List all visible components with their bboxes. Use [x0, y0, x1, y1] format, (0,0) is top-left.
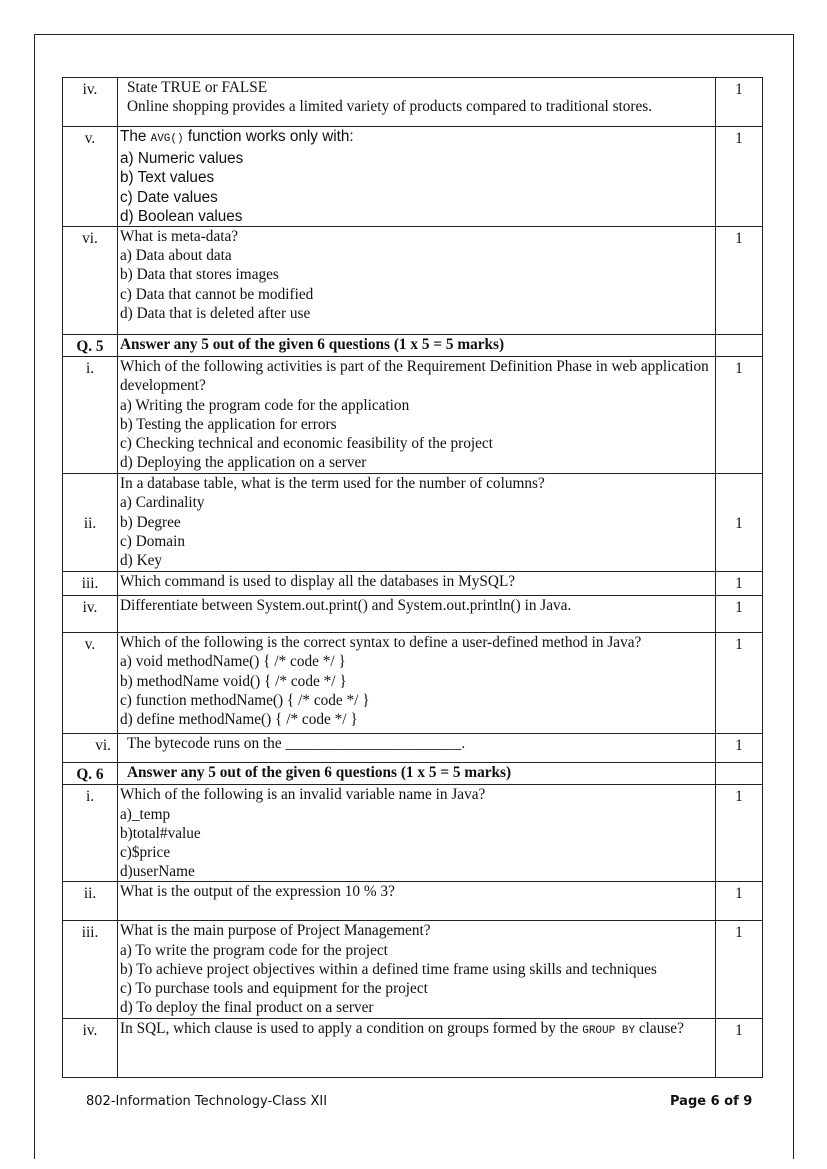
question-text	[118, 474, 716, 572]
table-row	[63, 596, 763, 633]
option: b) To achieve project objectives within a defined time frame using skills and techniques	[120, 960, 657, 978]
question-stem: What is meta-data?	[120, 228, 239, 246]
table-row	[63, 734, 763, 763]
question-number: iii.	[63, 921, 118, 1019]
question-table	[62, 77, 763, 1078]
option: c) function methodName() { /* code */ }	[120, 691, 370, 709]
marks: 1	[716, 78, 763, 127]
table-row	[63, 785, 763, 882]
question-text	[118, 785, 716, 882]
section-header-row	[63, 335, 763, 357]
option: d) To deploy the final product on a server	[120, 999, 374, 1017]
marks: 1	[716, 572, 763, 596]
option: a) Writing the program code for the application	[120, 396, 410, 414]
marks: 1	[716, 921, 763, 1019]
question-number: iv.	[63, 1019, 118, 1078]
option: c) Domain	[120, 532, 185, 550]
question-number: vi.	[63, 227, 118, 335]
option: d) Deploying the application on a server	[120, 454, 367, 472]
table-row	[63, 357, 763, 474]
question-number: i.	[63, 357, 118, 474]
question-text	[118, 78, 716, 127]
option: b) Degree	[120, 513, 181, 531]
table-row	[63, 572, 763, 596]
option: c) Checking technical and economic feasibility of the project	[120, 435, 493, 453]
question-text	[118, 633, 716, 734]
option: c)$price	[120, 844, 171, 862]
option: d) Data that is deleted after use	[120, 304, 311, 322]
option: c) Data that cannot be modified	[120, 285, 314, 303]
option: d) Key	[120, 552, 163, 570]
question-number: ii.	[63, 474, 118, 572]
marks-empty	[716, 763, 763, 785]
option: d) Boolean values	[120, 207, 243, 225]
question-stem: In a database table, what is the term used for the number of columns?	[120, 475, 545, 493]
question-number: iii.	[63, 572, 118, 596]
option: a)_temp	[120, 805, 171, 823]
option: a) void methodName() { /* code */ }	[120, 653, 346, 671]
question-number: vi.	[63, 734, 118, 763]
option: b) Testing the application for errors	[120, 415, 337, 433]
question-text	[118, 227, 716, 335]
footer-page-number: Page 6 of 9	[670, 1094, 753, 1109]
question-text: Differentiate between System.out.print() and System.out.println() in Java.	[118, 596, 716, 633]
option: a) Numeric values	[120, 150, 244, 168]
table-row	[63, 227, 763, 335]
section-instruction: Answer any 5 out of the given 6 questions (1 x 5 = 5 marks)	[118, 763, 716, 785]
question-text: The bytecode runs on the _______________________.	[118, 734, 716, 763]
question-text: What is the output of the expression 10 % 3?	[118, 882, 716, 921]
question-text	[118, 127, 716, 227]
marks: 1	[716, 1019, 763, 1078]
question-text	[118, 357, 716, 474]
option: b)total#value	[120, 824, 201, 842]
marks-empty	[716, 335, 763, 357]
question-number: v.	[63, 633, 118, 734]
marks: 1	[716, 596, 763, 633]
table-row	[63, 127, 763, 227]
question-stem: Which of the following activities is part of the Requirement Definition Phase in web application development?	[120, 358, 709, 395]
marks: 1	[716, 474, 763, 572]
option: a) Data about data	[120, 247, 232, 265]
option: b) methodName void() { /* code */ }	[120, 672, 347, 690]
section-instruction: Answer any 5 out of the given 6 questions (1 x 5 = 5 marks)	[118, 335, 716, 357]
marks: 1	[716, 785, 763, 882]
marks: 1	[716, 357, 763, 474]
option: a) Cardinality	[120, 494, 205, 512]
table-row	[63, 633, 763, 734]
option: d)userName	[120, 863, 195, 881]
marks: 1	[716, 127, 763, 227]
question-text: Which command is used to display all the databases in MySQL?	[118, 572, 716, 596]
question-number: iv.	[63, 596, 118, 633]
footer-subject: 802-Information Technology-Class XII	[86, 1094, 328, 1109]
question-stem: The AVG() function works only with:	[120, 128, 354, 145]
question-number: ii.	[63, 882, 118, 921]
section-number: Q. 5	[63, 335, 118, 357]
table-row	[63, 882, 763, 921]
table-row	[63, 1019, 763, 1078]
section-header-row	[63, 763, 763, 785]
question-number: v.	[63, 127, 118, 227]
marks: 1	[716, 734, 763, 763]
question-stem: Which of the following is the correct syntax to define a user-defined method in Java?	[120, 634, 642, 652]
option: b) Data that stores images	[120, 266, 279, 284]
code-avg: AVG()	[150, 133, 184, 145]
option: c) To purchase tools and equipment for the project	[120, 980, 428, 998]
table-row	[63, 474, 763, 572]
question-text	[118, 921, 716, 1019]
table-row	[63, 78, 763, 127]
marks: 1	[716, 227, 763, 335]
option: a) To write the program code for the project	[120, 941, 388, 959]
question-stem: Which of the following is an invalid variable name in Java?	[120, 786, 486, 804]
question-stem: State TRUE or FALSE	[127, 79, 268, 96]
marks: 1	[716, 882, 763, 921]
section-number: Q. 6	[63, 763, 118, 785]
question-number: i.	[63, 785, 118, 882]
option: c) Date values	[120, 188, 218, 206]
question-stem: What is the main purpose of Project Management?	[120, 922, 431, 940]
table-row	[63, 921, 763, 1019]
marks: 1	[716, 633, 763, 734]
code-group-by: GROUP BY	[582, 1025, 636, 1038]
option: b) Text values	[120, 169, 215, 187]
option: d) define methodName() { /* code */ }	[120, 711, 358, 729]
question-text: In SQL, which clause is used to apply a condition on groups formed by the GROUP BY clause?	[118, 1019, 716, 1078]
question-line: Online shopping provides a limited variety of products compared to traditional stores.	[127, 98, 653, 116]
question-number: iv.	[63, 78, 118, 127]
